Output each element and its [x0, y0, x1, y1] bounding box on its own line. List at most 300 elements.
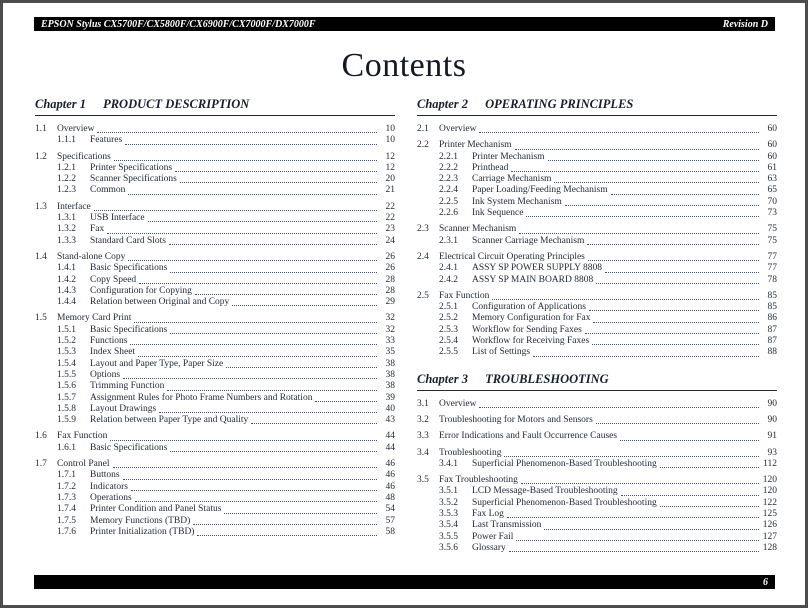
toc-entry[interactable] [35, 174, 395, 185]
dotted-leader [97, 132, 377, 133]
toc-entry[interactable] [417, 336, 777, 347]
dotted-leader [123, 479, 377, 480]
dotted-leader [526, 216, 759, 217]
toc-entry-number: 1.6.1 [57, 442, 76, 453]
toc-entry-page: 44 [385, 442, 395, 453]
toc-entry-page: 20 [385, 174, 395, 185]
toc-entry-page: 75 [767, 235, 777, 246]
page-header-bar [34, 17, 775, 31]
toc-entry-number: 2.5.2 [439, 313, 458, 324]
toc-entry-page: 61 [767, 162, 777, 173]
dotted-leader [113, 467, 377, 468]
toc-entry-number: 1.4.2 [57, 274, 76, 285]
toc-entry-title: Specifications [57, 151, 111, 162]
toc-section [35, 313, 395, 426]
toc-entry[interactable] [417, 459, 777, 470]
toc-entry-title: Basic Specifications [90, 263, 168, 274]
toc-entry-page: 128 [762, 542, 777, 553]
toc-entry-number: 2.3 [417, 224, 429, 235]
toc-entry-title: Trimming Function [90, 381, 165, 392]
toc-entry-title: Index Sheet [90, 347, 136, 358]
toc-entry-title: List of Settings [472, 347, 531, 358]
toc-entry-number: 1.5.1 [57, 324, 76, 335]
toc-entry[interactable] [35, 370, 395, 381]
toc-entry-title: Troubleshooting for Motors and Sensors [439, 414, 593, 425]
toc-entry[interactable] [417, 486, 777, 497]
toc-entry-page: 85 [767, 290, 777, 301]
toc-entry-title: Layout Drawings [90, 403, 157, 414]
toc-entry[interactable] [417, 431, 777, 442]
toc-entry[interactable] [35, 459, 395, 470]
toc-entry-title: Printhead [472, 162, 509, 173]
toc-entry-number: 1.5.3 [57, 347, 76, 358]
dotted-leader [232, 305, 377, 306]
dotted-leader [128, 194, 377, 195]
toc-entry-page: 91 [767, 431, 777, 442]
dotted-leader [589, 310, 759, 311]
toc-column-left [35, 97, 395, 571]
toc-entry-number: 1.7.1 [57, 470, 76, 481]
toc-entry[interactable] [35, 297, 395, 308]
dotted-leader [479, 407, 759, 408]
toc-entry-page: 126 [762, 520, 777, 531]
toc-entry[interactable] [417, 252, 777, 263]
toc-entry-page: 39 [385, 392, 395, 403]
toc-section [417, 224, 777, 247]
toc-entry-title: Relation between Paper Type and Quality [90, 415, 249, 426]
toc-entry-title: Printer Condition and Panel Status [90, 504, 222, 515]
toc-entry[interactable] [35, 336, 395, 347]
toc-entry-number: 3.5 [417, 475, 429, 486]
toc-entry-title: Common [90, 185, 126, 196]
toc-entry-number: 1.3.1 [57, 213, 76, 224]
toc-entry[interactable] [417, 291, 777, 302]
toc-entry[interactable] [35, 236, 395, 247]
toc-entry-number: 1.5.6 [57, 381, 76, 392]
toc-entry-number: 2.5.5 [439, 347, 458, 358]
toc-entry-number: 2.4.2 [439, 274, 458, 285]
dotted-leader [509, 551, 759, 552]
dotted-leader [592, 344, 759, 345]
toc-entry-number: 3.5.4 [439, 520, 458, 531]
toc-entry-title: Power Fail [472, 531, 514, 542]
toc-entry-page: 44 [385, 431, 395, 442]
chapter-section [35, 97, 395, 538]
toc-entry-number: 1.5.2 [57, 336, 76, 347]
toc-entry[interactable] [417, 208, 777, 219]
toc-entry-page: 26 [385, 263, 395, 274]
toc-entry-number: 2.2.2 [439, 162, 458, 173]
toc-section [417, 140, 777, 219]
toc-entry[interactable] [417, 543, 777, 554]
toc-entry-page: 38 [385, 369, 395, 380]
dotted-leader [660, 506, 759, 507]
toc-entry-number: 1.5.7 [57, 392, 76, 403]
toc-entry[interactable] [35, 393, 395, 404]
toc-entry-page: 23 [385, 224, 395, 235]
toc-entry-number: 2.4 [417, 251, 429, 262]
toc-entry[interactable] [35, 504, 395, 515]
toc-entry[interactable] [417, 475, 777, 486]
toc-entry-page: 22 [385, 213, 395, 224]
toc-entry-page: 78 [767, 274, 777, 285]
toc-entry-title: Error Indications and Fault Occurrence Causes [439, 431, 618, 442]
footer-page-number: 6 [763, 576, 768, 588]
toc-entry-title: Basic Specifications [90, 442, 168, 453]
toc-entry-title: Printer Specifications [90, 162, 173, 173]
toc-entry-number: 1.7.5 [57, 515, 76, 526]
toc-entry-title: Configuration for Copying [90, 285, 192, 296]
toc-entry-title: Operations [90, 492, 132, 503]
toc-entry-page: 77 [767, 251, 777, 262]
chapter-title: OPERATING PRINCIPLES [485, 97, 634, 111]
toc-entry[interactable] [417, 509, 777, 520]
toc-entry-page: 73 [767, 208, 777, 219]
toc-entry-number: 2.4.1 [439, 263, 458, 274]
toc-entry[interactable] [417, 498, 777, 509]
toc-section [417, 399, 777, 410]
dotted-leader [134, 322, 377, 323]
toc-entry-number: 1.7 [35, 459, 47, 470]
toc-entry-title: Printer Initialization (TBD) [90, 526, 195, 537]
toc-entry-title: Electrical Circuit Operating Principles [439, 251, 585, 262]
toc-entry-page: 65 [767, 185, 777, 196]
toc-entry-page: 28 [385, 274, 395, 285]
dotted-leader [110, 440, 377, 441]
toc-entry-title: Ink Sequence [472, 208, 524, 219]
toc-entry[interactable] [417, 448, 777, 459]
toc-entry-title: ASSY SP MAIN BOARD 8808 [472, 274, 594, 285]
toc-entry[interactable] [35, 202, 395, 213]
dotted-leader [611, 194, 759, 195]
toc-entry-number: 3.5.5 [439, 531, 458, 542]
dotted-leader [554, 182, 759, 183]
toc-entry-number: 1.3 [35, 201, 47, 212]
dotted-leader [565, 205, 759, 206]
toc-entry[interactable] [417, 275, 777, 286]
toc-entry[interactable] [417, 263, 777, 274]
toc-entry-number: 3.5.6 [439, 542, 458, 553]
toc-entry-page: 38 [385, 381, 395, 392]
toc-entry[interactable] [417, 124, 777, 135]
toc-entry-page: 60 [767, 140, 777, 151]
toc-entry-title: Assignment Rules for Photo Frame Numbers and Rotation [90, 392, 313, 403]
toc-entry[interactable] [35, 224, 395, 235]
dotted-leader [585, 333, 759, 334]
toc-entry-page: 75 [767, 224, 777, 235]
toc-entry-title: Scanner Carriage Mechanism [472, 235, 585, 246]
page-title: Contents [341, 47, 467, 84]
toc-entry-title: Carriage Mechanism [472, 174, 552, 185]
toc-entry-number: 2.1 [417, 124, 429, 134]
toc-entry[interactable] [35, 263, 395, 274]
dotted-leader [114, 160, 377, 161]
toc-entry-title: Stand-alone Copy [57, 251, 126, 262]
toc-entry-page: 29 [385, 297, 395, 308]
toc-entry-number: 1.1 [35, 124, 47, 134]
toc-entry[interactable] [35, 152, 395, 163]
toc-entry-number: 1.1.1 [57, 135, 76, 146]
toc-entry[interactable] [417, 325, 777, 336]
toc-entry[interactable] [417, 224, 777, 235]
toc-entry[interactable] [35, 325, 395, 336]
toc-entry-number: 2.3.1 [439, 235, 458, 246]
toc-entry-number: 3.2 [417, 414, 429, 425]
toc-entry-number: 2.2.3 [439, 174, 458, 185]
toc-entry[interactable] [35, 286, 395, 297]
toc-entry[interactable] [35, 313, 395, 324]
toc-entry-title: Scanner Mechanism [439, 224, 517, 235]
toc-entry-title: Fax Function [57, 431, 108, 442]
toc-entry-page: 60 [767, 124, 777, 134]
toc-entry-page: 60 [767, 151, 777, 162]
toc-entry[interactable] [35, 213, 395, 224]
dotted-leader [170, 333, 377, 334]
toc-entry-number: 1.7.4 [57, 504, 76, 515]
toc-entry-number: 3.5.2 [439, 497, 458, 508]
toc-entry-number: 1.5.8 [57, 403, 76, 414]
toc-entry[interactable] [35, 252, 395, 263]
toc-entry-page: 85 [767, 302, 777, 313]
dotted-leader [107, 233, 377, 234]
toc-section [35, 152, 395, 197]
toc-entry[interactable] [35, 431, 395, 442]
toc-entry[interactable] [35, 381, 395, 392]
toc-entry-title: Last Transmission [472, 520, 542, 531]
toc-section [35, 124, 395, 147]
toc-section [417, 475, 777, 554]
toc-entry-number: 2.5 [417, 290, 429, 301]
toc-section [417, 431, 777, 442]
toc-entry[interactable] [35, 443, 395, 454]
toc-entry-page: 22 [385, 201, 395, 212]
dotted-leader [138, 356, 377, 357]
toc-entry-page: 125 [762, 509, 777, 520]
dotted-leader [660, 467, 759, 468]
dotted-leader [131, 490, 377, 491]
toc-entry-number: 1.3.3 [57, 235, 76, 246]
toc-entry-number: 1.2.2 [57, 174, 76, 185]
dotted-leader [130, 344, 377, 345]
chapter-section [417, 372, 777, 555]
toc-entry[interactable] [417, 532, 777, 543]
toc-entry-number: 1.5.4 [57, 358, 76, 369]
toc-section [35, 202, 395, 247]
toc-entry[interactable] [35, 516, 395, 527]
toc-section [417, 252, 777, 286]
dotted-leader [169, 244, 377, 245]
toc-entry[interactable] [417, 520, 777, 531]
dotted-leader [533, 356, 759, 357]
dotted-leader [125, 144, 377, 145]
dotted-leader [492, 299, 759, 300]
toc-entry[interactable] [35, 415, 395, 426]
toc-entry[interactable] [417, 347, 777, 358]
toc-entry[interactable] [417, 415, 777, 426]
toc-entry[interactable] [35, 404, 395, 415]
toc-entry-title: Overview [57, 124, 95, 134]
toc-entry-title: Superficial Phenomenon-Based Troubleshooting [472, 458, 657, 469]
dotted-leader [515, 149, 759, 150]
toc-entry-title: Memory Functions (TBD) [90, 515, 191, 526]
toc-entry[interactable] [417, 163, 777, 174]
toc-entry-number: 1.7.2 [57, 481, 76, 492]
dotted-leader [621, 495, 759, 496]
dotted-leader [593, 322, 759, 323]
toc-entry-title: Glossary [472, 542, 506, 553]
toc-entry-title: Printer Mechanism [472, 151, 545, 162]
toc-entry-number: 1.7.6 [57, 526, 76, 537]
toc-entry[interactable] [35, 347, 395, 358]
toc-entry-page: 43 [385, 415, 395, 426]
toc-entry-number: 1.4.4 [57, 297, 76, 308]
dotted-leader [605, 272, 759, 273]
dotted-leader [251, 423, 377, 424]
toc-entry[interactable] [35, 163, 395, 174]
toc-entry-page: 87 [767, 336, 777, 347]
toc-entry-page: 28 [385, 285, 395, 296]
toc-entry-title: Paper Loading/Feeding Mechanism [472, 185, 608, 196]
toc-entry-number: 1.2.1 [57, 162, 76, 173]
toc-entry[interactable] [417, 197, 777, 208]
toc-entry-page: 35 [385, 347, 395, 358]
chapter-section [417, 97, 777, 359]
dotted-leader [588, 260, 759, 261]
toc-entry-number: 2.5.1 [439, 302, 458, 313]
toc-entry[interactable] [35, 493, 395, 504]
toc-entry-title: Interface [57, 201, 91, 212]
toc-entry-page: 10 [385, 135, 395, 146]
toc-entry[interactable] [417, 399, 777, 410]
toc-entry-title: Memory Configuration for Fax [472, 313, 591, 324]
toc-entry[interactable] [35, 482, 395, 493]
dotted-leader [175, 171, 377, 172]
toc-entry-title: Basic Specifications [90, 324, 168, 335]
toc-entry-number: 2.5.4 [439, 336, 458, 347]
toc-entry-page: 70 [767, 196, 777, 207]
toc-entry-number: 1.2.3 [57, 185, 76, 196]
toc-entry[interactable] [35, 470, 395, 481]
toc-entry-title: ASSY SP POWER SUPPLY 8808 [472, 263, 602, 274]
toc-section [35, 459, 395, 538]
toc-entry-title: Buttons [90, 470, 120, 481]
toc-entry-page: 88 [767, 347, 777, 358]
toc-entry-page: 87 [767, 324, 777, 335]
chapter-heading [417, 97, 777, 116]
toc-entry-title: Fax [90, 224, 105, 235]
dotted-leader [94, 210, 377, 211]
toc-entry-title: Fax Troubleshooting [439, 475, 518, 486]
toc-entry-page: 46 [385, 481, 395, 492]
toc-entry-number: 1.5.5 [57, 369, 76, 380]
toc-entry[interactable] [35, 185, 395, 196]
dotted-leader [180, 182, 377, 183]
toc-entry-title: Printer Mechanism [439, 140, 512, 151]
toc-entry[interactable] [417, 140, 777, 151]
document-page [3, 3, 805, 605]
chapter-title: PRODUCT DESCRIPTION [103, 97, 250, 111]
toc-entry[interactable] [417, 174, 777, 185]
toc-entry-title: Overview [439, 398, 477, 409]
dotted-leader [148, 221, 377, 222]
toc-entry-page: 127 [762, 531, 777, 542]
toc-entry-number: 3.3 [417, 431, 429, 442]
dotted-leader [587, 244, 759, 245]
chapter-heading [35, 97, 395, 116]
dotted-leader [516, 540, 759, 541]
toc-entry-page: 26 [385, 251, 395, 262]
chapter-title: TROUBLESHOOTING [485, 371, 609, 386]
dotted-leader [548, 160, 759, 161]
toc-entry-number: 1.4.3 [57, 285, 76, 296]
toc-entry-page: 120 [762, 475, 777, 486]
dotted-leader [195, 294, 377, 295]
toc-entry[interactable] [417, 152, 777, 163]
toc-entry-page: 58 [385, 526, 395, 537]
toc-entry-page: 90 [767, 414, 777, 425]
toc-entry[interactable] [417, 302, 777, 313]
toc-entry[interactable] [35, 275, 395, 286]
toc-entry-number: 2.2.6 [439, 208, 458, 219]
toc-entry-page: 33 [385, 336, 395, 347]
toc-entry-page: 77 [767, 263, 777, 274]
toc-entry-title: Functions [90, 336, 128, 347]
toc-entry-title: Copy Speed [90, 274, 137, 285]
toc-entry[interactable] [35, 135, 395, 146]
dotted-leader [544, 529, 759, 530]
toc-entry[interactable] [35, 124, 395, 135]
toc-entry[interactable] [417, 185, 777, 196]
toc-entry[interactable] [417, 313, 777, 324]
toc-entry-title: Memory Card Print [57, 313, 132, 324]
toc-entry-number: 2.2 [417, 140, 429, 151]
toc-entry-page: 86 [767, 313, 777, 324]
toc-entry-number: 1.5 [35, 313, 47, 324]
toc-entry-number: 1.4 [35, 251, 47, 262]
toc-entry-page: 32 [385, 313, 395, 324]
toc-entry-page: 46 [385, 459, 395, 470]
dotted-leader [596, 423, 759, 424]
toc-entry-number: 2.2.4 [439, 185, 458, 196]
header-revision: Revision D [722, 18, 768, 30]
toc-entry-title: Workflow for Receiving Faxes [472, 336, 590, 347]
toc-entry-page: 112 [763, 458, 777, 469]
toc-entry-title: Standard Card Slots [90, 235, 166, 246]
toc-entry-title: Workflow for Sending Faxes [472, 324, 582, 335]
toc-entry[interactable] [417, 236, 777, 247]
chapter-label: Chapter 3 [417, 371, 469, 386]
toc-entry-title: Ink System Mechanism [472, 196, 562, 207]
toc-entry-page: 63 [767, 174, 777, 185]
dotted-leader [504, 456, 759, 457]
toc-entry[interactable] [35, 359, 395, 370]
toc-entry-title: LCD Message-Based Troubleshooting [472, 486, 618, 497]
toc-entry-page: 57 [385, 515, 395, 526]
dotted-leader [170, 451, 377, 452]
toc-entry-number: 1.2 [35, 151, 47, 162]
dotted-leader [596, 283, 759, 284]
toc-section [417, 291, 777, 359]
chapter-label: Chapter 1 [35, 97, 87, 111]
toc-entry-page: 10 [385, 124, 395, 134]
dotted-leader [479, 132, 759, 133]
toc-entry-number: 3.5.1 [439, 486, 458, 497]
toc-entry[interactable] [35, 527, 395, 538]
toc-entry-number: 1.6 [35, 431, 47, 442]
toc-entry-number: 3.4 [417, 447, 429, 458]
toc-entry-page: 54 [385, 504, 395, 515]
toc-entry-page: 40 [385, 403, 395, 414]
